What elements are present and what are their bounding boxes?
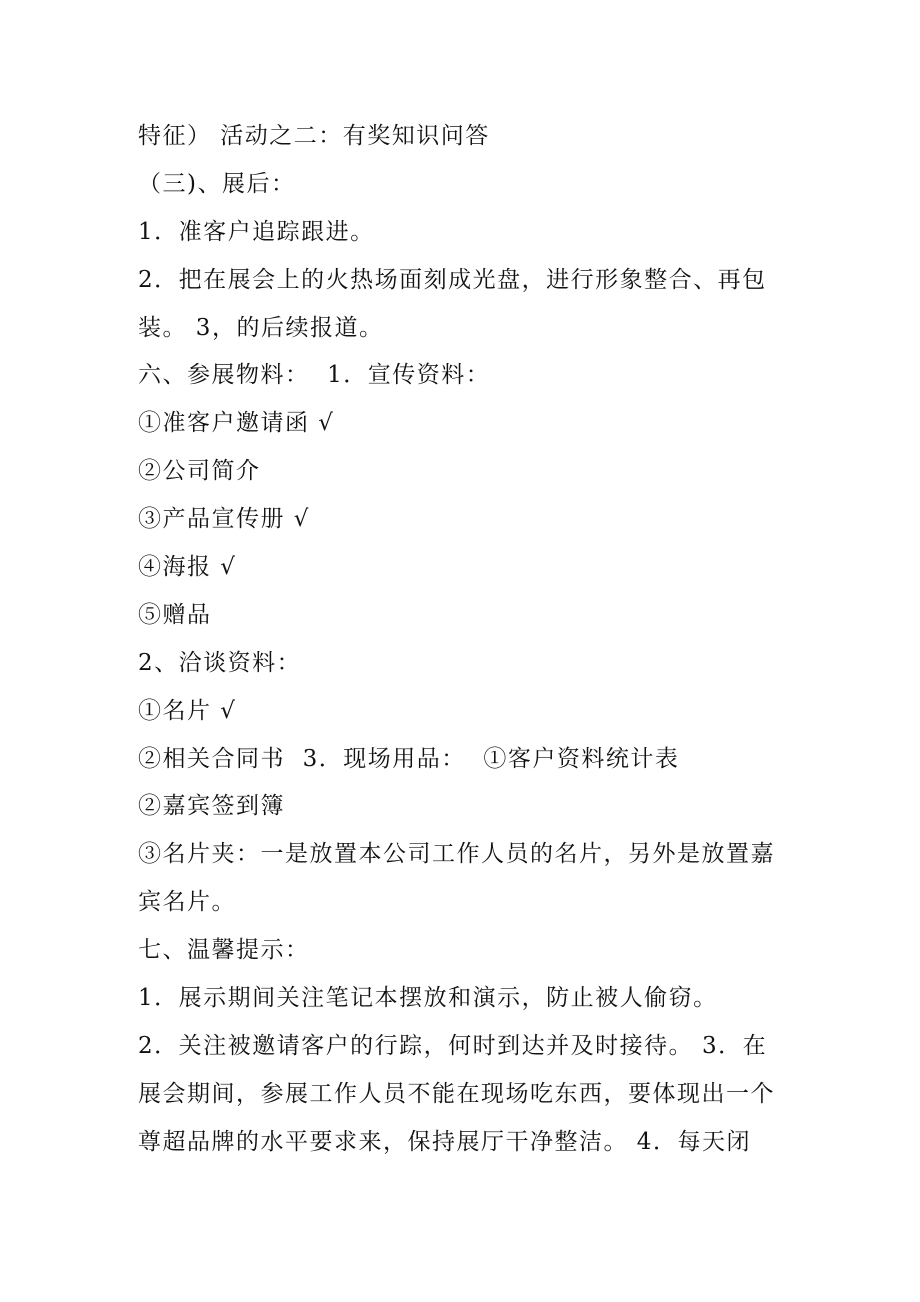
text-line: （三)、展后：: [138, 170, 296, 197]
text-line: ④海报 √: [138, 554, 237, 581]
text-line: ②嘉宾签到簿: [138, 793, 285, 820]
text-line: ①名片 √: [138, 697, 237, 724]
text-line: 2．关注被邀请客户的行踪，何时到达并及时接待。 3．在: [138, 1032, 768, 1059]
text-line: 装。 3，的后续报道。: [138, 314, 384, 341]
text-line: 2．把在展会上的火热场面刻成光盘，进行形象整合、再包: [138, 266, 767, 293]
text-line: ⑤赠品: [138, 601, 212, 628]
text-line: 七、温馨提示：: [138, 937, 310, 964]
text-line: ③产品宣传册 √: [138, 506, 310, 533]
text-line: ③名片夹：一是放置本公司工作人员的名片，另外是放置嘉: [138, 841, 775, 868]
text-line: 展会期间，参展工作人员不能在现场吃东西，要体现出一个: [138, 1080, 775, 1107]
text-line: 尊超品牌的水平要求来，保持展厅干净整洁。 4．每天闭: [138, 1128, 751, 1155]
text-line: ②公司简介: [138, 458, 261, 485]
text-line: 1．展示期间关注笔记本摆放和演示，防止被人偷窃。: [138, 985, 718, 1012]
text-line: ②相关合同书 3．现场用品： ①客户资料统计表: [138, 745, 680, 772]
document-body: [138, 113, 786, 1167]
text-line: ①准客户邀请函 √: [138, 410, 335, 437]
text-line: 1．准客户追踪跟进。: [138, 218, 375, 245]
text-line: 2、洽谈资料：: [138, 649, 302, 676]
text-line: 宾名片。: [138, 889, 236, 916]
text-line: 特征） 活动之二：有奖知识问答: [138, 123, 490, 149]
text-line: 六、参展物料： 1．宣传资料：: [138, 362, 491, 389]
